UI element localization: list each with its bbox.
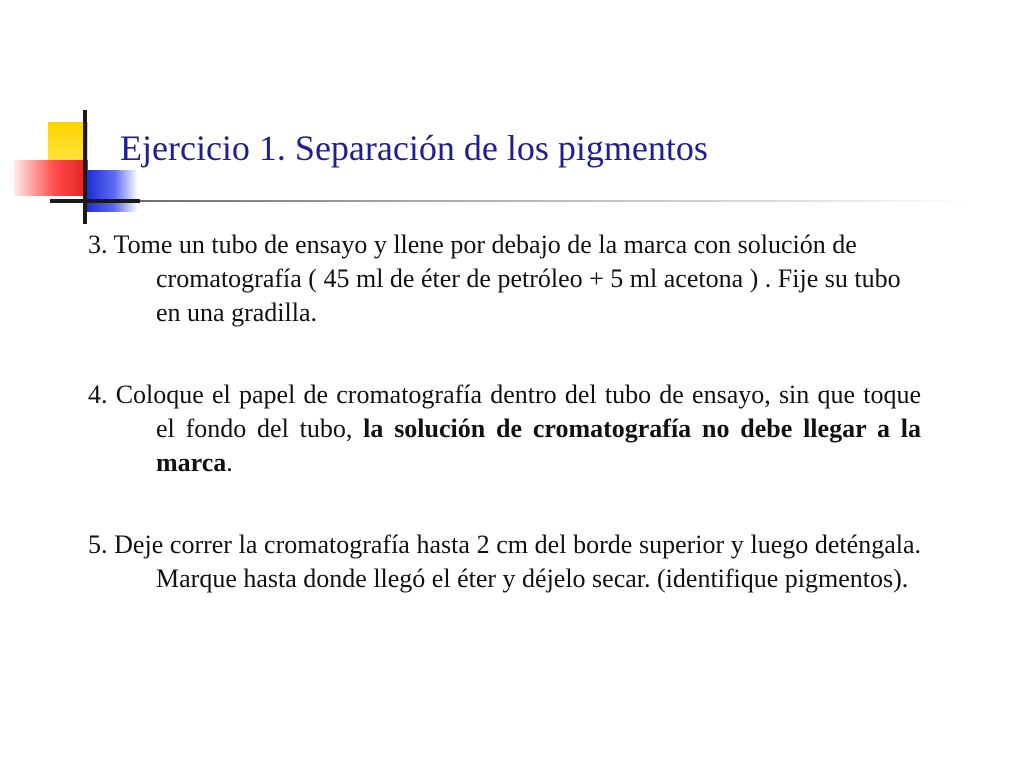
slide-title: Ejercicio 1. Separación de los pigmentos [120, 128, 708, 168]
step-5-text: 5. Deje correr la cromatografía hasta 2 cm del borde superior y luego deténgala. Marque hasta donde llegó el éter y déjelo secar. (identifique pigmentos). [88, 530, 921, 593]
vertical-line-decoration [83, 110, 87, 224]
step-4-text-end: . [226, 448, 233, 477]
title-underline-accent [50, 199, 140, 203]
step-3-text: 3. Tome un tubo de ensayo y llene por debajo de la marca con solución de cromatografía ( 45 ml de éter de petróleo + 5 ml acetona ) . Fije su tubo en una gradilla. [88, 230, 901, 327]
slide-body [88, 228, 921, 644]
red-bar-decoration [14, 160, 88, 196]
step-4-text-start: 4. Coloque el papel de cromatografía dentro del tubo de ensayo, sin que toque el fondo del tubo, [88, 380, 921, 443]
blue-square-decoration [86, 170, 138, 212]
step-4-text [88, 378, 921, 480]
step-4-bold-warning: la solución de cromatografía no debe llegar a la marca [156, 414, 921, 477]
title-underline [50, 200, 970, 202]
